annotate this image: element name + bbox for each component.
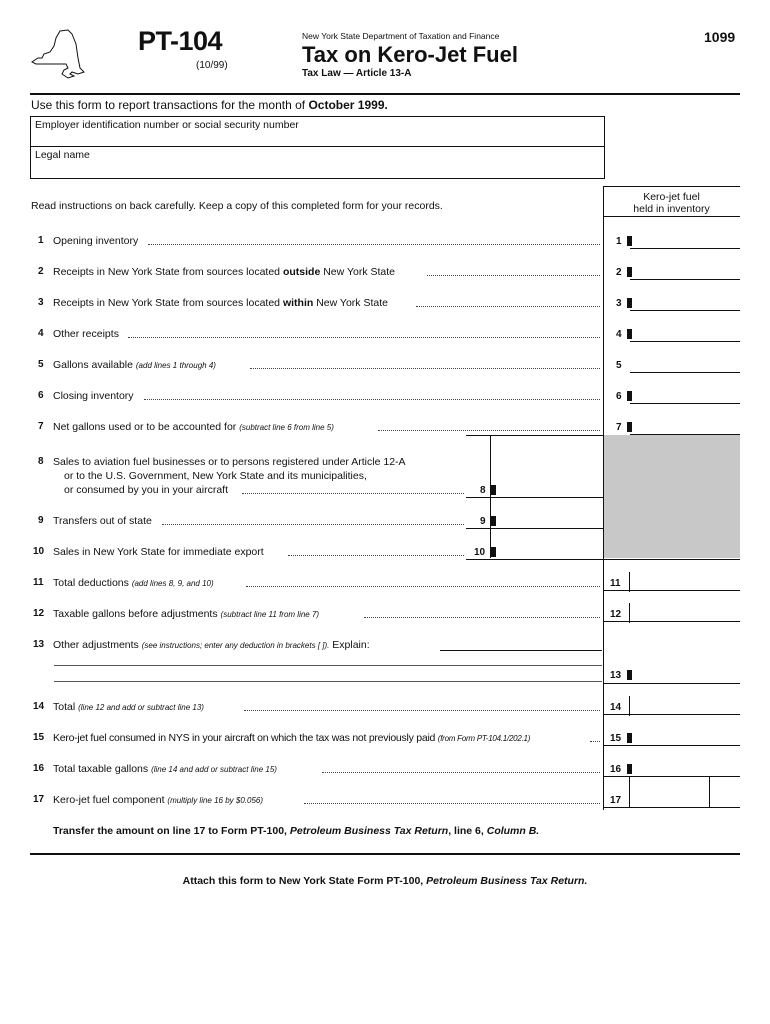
new-york-state-map-icon bbox=[28, 28, 88, 82]
entry-field[interactable] bbox=[630, 341, 740, 342]
leader-dots bbox=[416, 306, 600, 307]
column-header-line2: held in inventory bbox=[633, 203, 710, 215]
entry-field[interactable] bbox=[604, 683, 740, 684]
leader-dots bbox=[246, 586, 600, 587]
form-number: PT-104 bbox=[138, 26, 223, 56]
line-label: Opening inventory bbox=[53, 235, 139, 247]
line-label: Total taxable gallons (line 14 and add or subtract line 15) bbox=[53, 763, 277, 775]
column-header-line1: Kero-jet fuel bbox=[643, 191, 700, 203]
line-number: 13 bbox=[33, 639, 45, 650]
column-header-bottom bbox=[603, 216, 740, 217]
entry-field[interactable] bbox=[604, 714, 740, 715]
line-number: 15 bbox=[33, 732, 45, 743]
line-ref-number: 7 bbox=[616, 422, 622, 433]
line-number: 4 bbox=[38, 328, 44, 339]
department-name: New York State Department of Taxation and Finance bbox=[302, 31, 500, 41]
line-label: Other receipts bbox=[53, 328, 119, 340]
leader-dots bbox=[162, 524, 464, 525]
line-ref-number: 6 bbox=[616, 391, 622, 402]
entry-marker bbox=[627, 267, 632, 277]
line-ref-number: 13 bbox=[610, 670, 622, 681]
line-ref-number: 1 bbox=[616, 236, 622, 247]
line-label: Kero-jet fuel component (multiply line 16 by $0.056) bbox=[53, 794, 264, 806]
line-number: 10 bbox=[33, 546, 45, 557]
line-number: 2 bbox=[38, 266, 44, 277]
column-header-top bbox=[603, 186, 740, 187]
line-number: 12 bbox=[33, 608, 45, 619]
line-number: 1 bbox=[38, 235, 44, 246]
line-label: Taxable gallons before adjustments (subtract line 11 from line 7) bbox=[53, 608, 320, 620]
entry-marker bbox=[627, 764, 632, 774]
line-label-cont: or to the U.S. Government, New York State and its municipalities, bbox=[64, 470, 367, 482]
line-ref-number: 14 bbox=[610, 702, 622, 713]
line-num-rule bbox=[629, 603, 630, 623]
leader-dots bbox=[244, 710, 600, 711]
line-ref-number: 10 bbox=[474, 547, 486, 558]
entry-marker bbox=[627, 422, 632, 432]
line-number: 7 bbox=[38, 421, 44, 432]
form-revision: (10/99) bbox=[196, 60, 228, 71]
entry-field[interactable] bbox=[630, 310, 740, 311]
line-number: 9 bbox=[38, 515, 44, 526]
leader-dots bbox=[242, 493, 464, 494]
leader-dots bbox=[590, 741, 600, 742]
intro-prefix: Use this form to report transactions for the month of bbox=[31, 98, 309, 112]
line-ref-number: 8 bbox=[480, 485, 486, 496]
line-ref-number: 9 bbox=[480, 516, 486, 527]
entry-marker bbox=[627, 733, 632, 743]
footer-divider bbox=[30, 853, 740, 855]
line-label: Closing inventory bbox=[53, 390, 134, 402]
line-number: 6 bbox=[38, 390, 44, 401]
entry-field[interactable] bbox=[630, 372, 740, 373]
form-year-code: 1099 bbox=[704, 29, 736, 45]
entry-field[interactable] bbox=[466, 559, 740, 560]
line-ref-number: 16 bbox=[610, 764, 622, 775]
line-number: 5 bbox=[38, 359, 44, 370]
explain-line[interactable] bbox=[440, 650, 602, 651]
entry-marker bbox=[627, 670, 632, 680]
line-num-rule bbox=[629, 777, 630, 807]
line-ref-number: 15 bbox=[610, 733, 622, 744]
entry-marker bbox=[491, 516, 496, 526]
entry-field[interactable] bbox=[630, 279, 740, 280]
line-number: 11 bbox=[33, 577, 44, 588]
instructions-note: Read instructions on back carefully. Keep a copy of this completed form for your records. bbox=[31, 200, 443, 212]
leader-dots bbox=[378, 430, 600, 431]
ein-label: Employer identification number or social security number bbox=[35, 119, 299, 131]
entry-field[interactable] bbox=[604, 590, 740, 591]
cents-rule bbox=[709, 777, 710, 807]
leader-dots bbox=[144, 399, 600, 400]
line-number: 3 bbox=[38, 297, 44, 308]
line-num-rule bbox=[629, 572, 630, 592]
line-label: Receipts in New York State from sources located within New York State bbox=[53, 297, 388, 309]
line-label: Total deductions (add lines 8, 9, and 10) bbox=[53, 577, 214, 589]
line-label-cont: or consumed by you in your aircraft bbox=[64, 484, 228, 496]
line-label: Other adjustments (see instructions; enter any deduction in brackets [ ]). Explain: bbox=[53, 639, 370, 651]
inner-column-top bbox=[466, 435, 604, 436]
line-label: Kero-jet fuel consumed in NYS in your aircraft on which the tax was not previously paid (from Form PT-104.1/202.1) bbox=[53, 732, 531, 744]
reporting-month: October 1999. bbox=[308, 98, 388, 112]
entry-marker bbox=[627, 298, 632, 308]
entry-marker bbox=[491, 547, 496, 557]
entry-marker bbox=[627, 329, 632, 339]
explain-line[interactable] bbox=[54, 665, 602, 666]
line-number: 14 bbox=[33, 701, 45, 712]
leader-dots bbox=[364, 617, 600, 618]
line-label: Total (line 12 and add or subtract line 13) bbox=[53, 701, 204, 713]
line-ref-number: 12 bbox=[610, 609, 622, 620]
leader-dots bbox=[128, 337, 600, 338]
entry-field[interactable] bbox=[466, 497, 604, 498]
line-number: 16 bbox=[33, 763, 45, 774]
shaded-area bbox=[604, 435, 740, 558]
line-number: 17 bbox=[33, 794, 45, 805]
line-label: Receipts in New York State from sources located outside New York State bbox=[53, 266, 396, 278]
line-ref-number: 17 bbox=[610, 795, 622, 806]
entry-field[interactable] bbox=[604, 745, 740, 746]
entry-field[interactable] bbox=[604, 621, 740, 622]
leader-dots bbox=[148, 244, 600, 245]
line-num-rule bbox=[629, 696, 630, 716]
transfer-note: Transfer the amount on line 17 to Form PT-100, Petroleum Business Tax Return, line 6, Column B. bbox=[53, 825, 540, 837]
entry-field[interactable] bbox=[604, 776, 740, 777]
ein-field[interactable] bbox=[30, 116, 605, 147]
line-number: 8 bbox=[38, 456, 44, 467]
line-label: Transfers out of state bbox=[53, 515, 152, 527]
leader-dots bbox=[427, 275, 600, 276]
line-ref-number: 4 bbox=[616, 329, 622, 340]
line-label: Net gallons used or to be accounted for (subtract line 6 from line 5) bbox=[53, 421, 334, 433]
line-ref-number: 5 bbox=[616, 360, 622, 371]
leader-dots bbox=[322, 772, 600, 773]
legal-name-label: Legal name bbox=[35, 149, 90, 161]
entry-marker bbox=[627, 391, 632, 401]
form-title: Tax on Kero-Jet Fuel bbox=[302, 42, 518, 67]
line-label: Sales in New York State for immediate export bbox=[53, 546, 264, 558]
leader-dots bbox=[250, 368, 600, 369]
tax-law-reference: Tax Law — Article 13-A bbox=[302, 68, 412, 79]
entry-field[interactable] bbox=[630, 403, 740, 404]
attach-note: Attach this form to New York State Form PT-100, Petroleum Business Tax Return. bbox=[182, 875, 588, 887]
line-label: Sales to aviation fuel businesses or to persons registered under Article 12-A bbox=[53, 456, 406, 468]
entry-field[interactable] bbox=[630, 248, 740, 249]
explain-line[interactable] bbox=[54, 681, 602, 682]
intro-line bbox=[31, 99, 388, 111]
leader-dots bbox=[304, 803, 600, 804]
entry-marker bbox=[627, 236, 632, 246]
line-ref-number: 11 bbox=[610, 578, 621, 589]
legal-name-field[interactable] bbox=[30, 146, 605, 179]
header-divider bbox=[30, 93, 740, 95]
line-label: Gallons available (add lines 1 through 4) bbox=[53, 359, 216, 371]
line-ref-number: 2 bbox=[616, 267, 622, 278]
entry-field[interactable] bbox=[466, 528, 604, 529]
line-ref-number: 3 bbox=[616, 298, 622, 309]
entry-marker bbox=[491, 485, 496, 495]
leader-dots bbox=[288, 555, 464, 556]
entry-field[interactable] bbox=[604, 807, 740, 808]
